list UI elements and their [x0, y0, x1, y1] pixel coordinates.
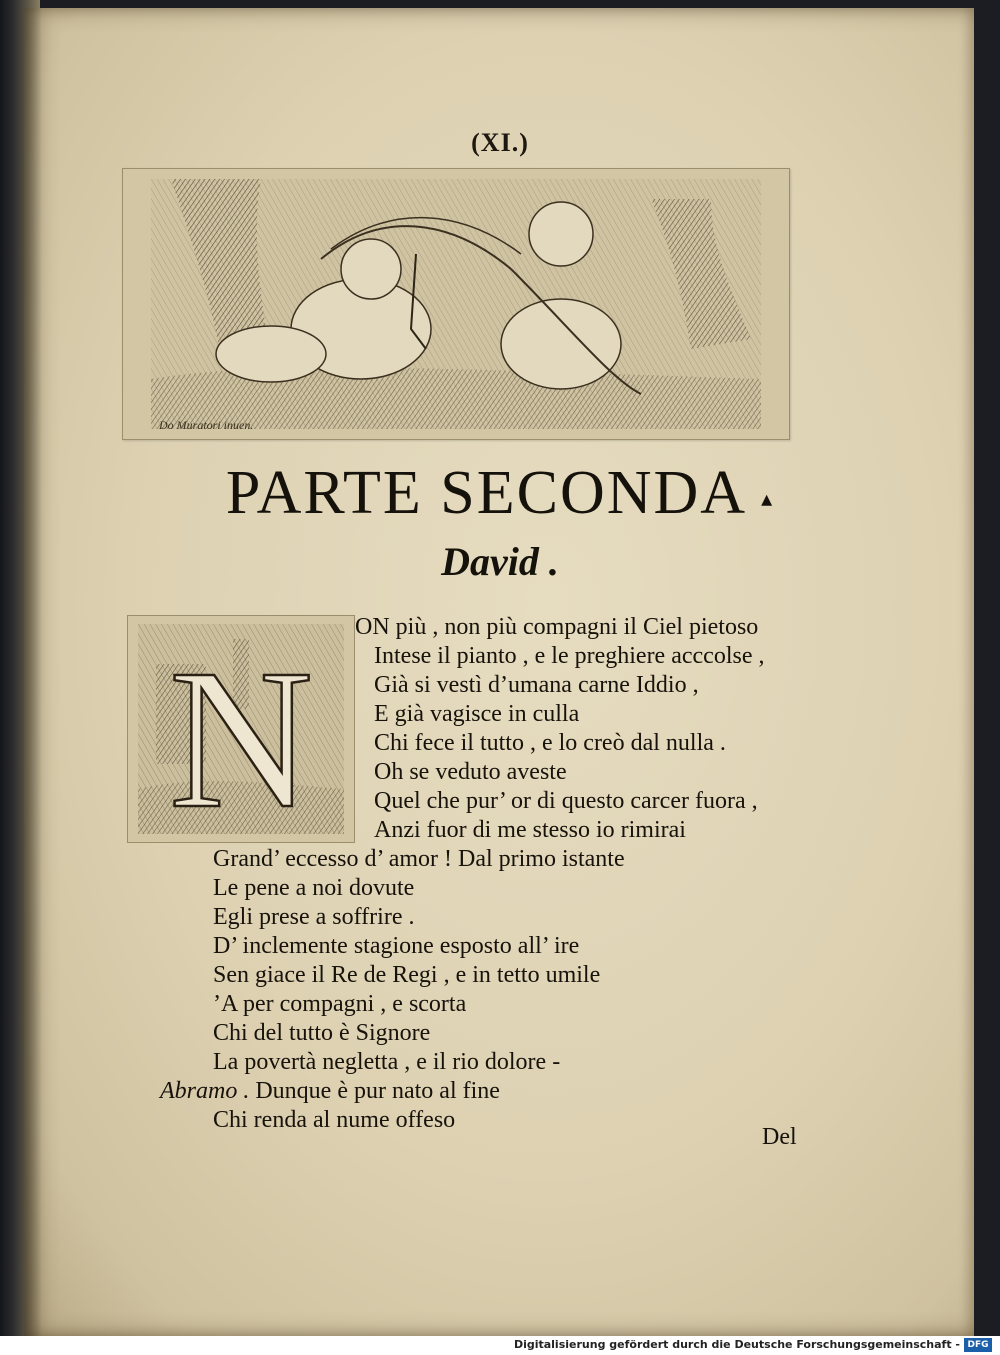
initial-n-illustration: [138, 624, 344, 834]
cherubs-illustration: [151, 179, 761, 429]
section-title: [0, 458, 970, 529]
poem-line: La povertà negletta , e il rio dolore -: [213, 1049, 561, 1075]
poem-line: Quel che pur’ or di questo carcer fuora ,: [374, 788, 758, 814]
poem-line: D’ inclemente stagione esposto all’ ire: [213, 933, 580, 959]
poem-line: Intese il pianto , e le preghiere acccolse ,: [374, 643, 765, 669]
footer-bar: [0, 1336, 1000, 1355]
funding-notice: Digitalisierung gefördert durch die Deutsche Forschungsgemeinschaft -: [513, 1338, 960, 1351]
headpiece-engraving: [122, 168, 790, 440]
poem-line: E già vagisce in culla: [374, 701, 580, 727]
title-end-mark: ▴: [761, 485, 775, 511]
poem-line: Chi renda al nume offeso: [213, 1107, 456, 1133]
page-fold-shadow: [24, 8, 42, 1336]
drop-cap-letter: N: [168, 629, 314, 834]
poem-line: Oh se veduto aveste: [374, 759, 567, 785]
poem-line: [160, 1076, 500, 1106]
speaker-name: Abramo .: [160, 1078, 250, 1104]
poem-line: ON più , non più compagni il Ciel pietoso: [355, 614, 759, 640]
page-number: (XI.): [471, 128, 529, 157]
poem-line: ’A per compagni , e scorta: [213, 991, 467, 1017]
poem-line: Grand’ eccesso d’ amor ! Dal primo istante: [213, 846, 625, 872]
section-title-text: PARTE SECONDA: [225, 459, 744, 527]
poem-line: Le pene a noi dovute: [213, 875, 415, 901]
poem-line: Chi del tutto è Signore: [213, 1020, 431, 1046]
decorated-initial: [127, 615, 355, 843]
speaker-line-text: Dunque è pur nato al fine: [255, 1078, 500, 1104]
poem-line: Egli prese a soffrire .: [213, 904, 415, 930]
poem-line: Chi fece il tutto , e lo creò dal nulla .: [374, 730, 726, 756]
poem-line: Già si vestì d’umana carne Iddio ,: [374, 672, 699, 698]
catchword: Del: [762, 1124, 797, 1150]
engraver-credit: Do Muratori inuen.: [159, 418, 254, 432]
dfg-logo: DFG: [964, 1338, 992, 1352]
poem-line: Sen giace il Re de Regi , e in tetto umile: [213, 962, 601, 988]
character-subtitle: David .: [441, 539, 559, 584]
poem-line: Anzi fuor di me stesso io rimirai: [374, 817, 686, 843]
